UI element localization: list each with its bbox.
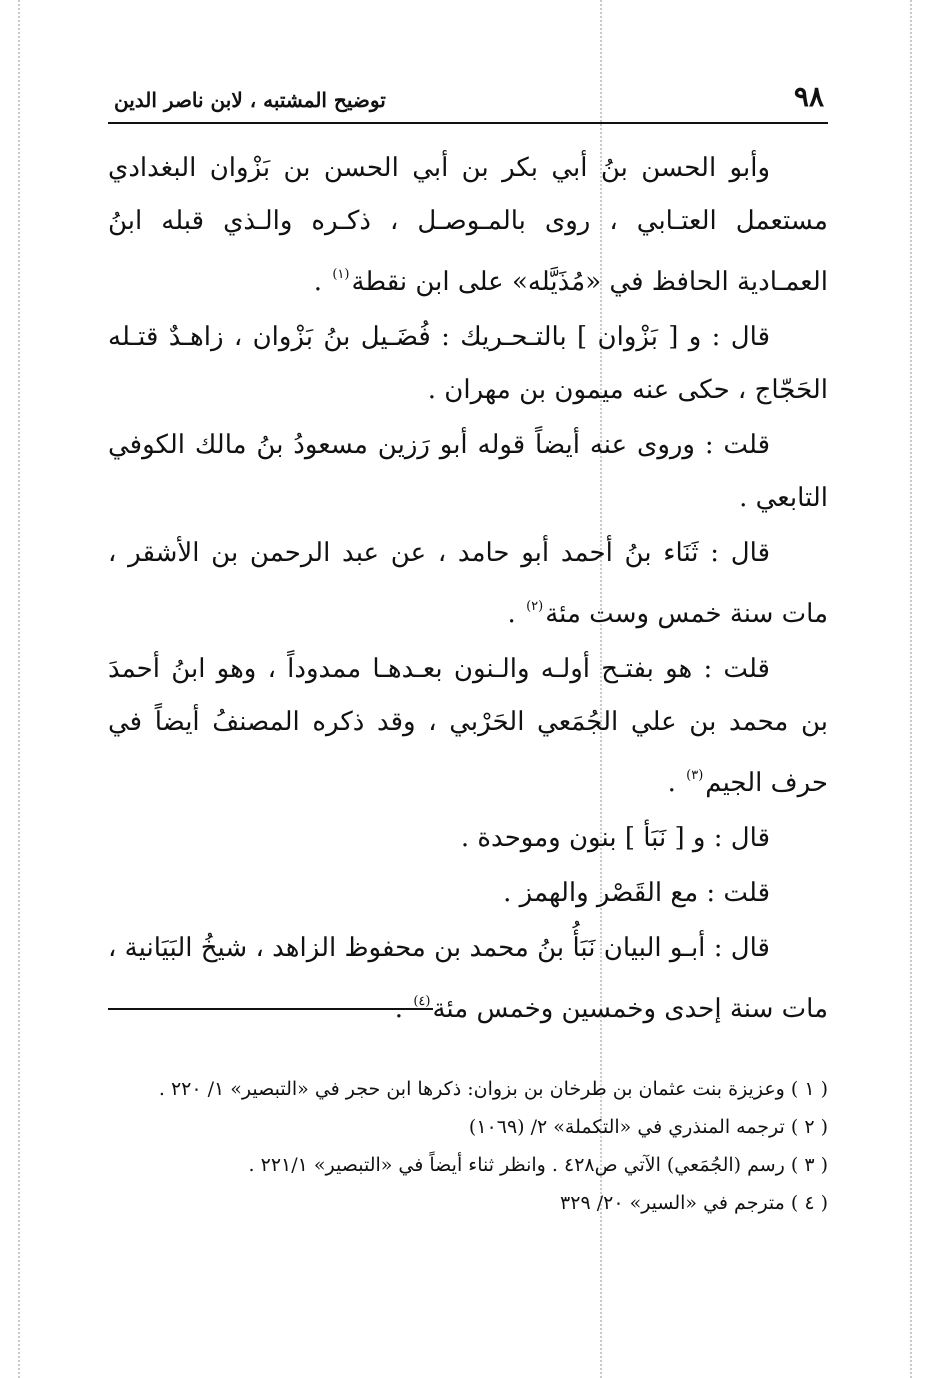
paragraph: قال : أبـو البيان نَبَأُ بنُ محمد بن محفوظ الزاهد ، شيخُ البَيَانية ، مات سنة إحدى وخمسين وخمس مئة$^{(٤)}$ . xyxy=(108,933,828,1024)
header-rule xyxy=(108,122,828,124)
footnote: ( ٢ ) ترجمه المنذري في «التكملة» ٢/ (١٠٦٩) xyxy=(468,1116,828,1138)
page-header xyxy=(108,80,828,124)
running-title: توضيح المشتبه ، لابن ناصر الدين xyxy=(114,88,386,112)
footnote-marker: (١) xyxy=(332,267,350,282)
main-text xyxy=(108,142,828,1038)
scan-dotted-line xyxy=(910,0,912,1378)
paragraph: قال : و [ نَبَأ ] بنون وموحدة . xyxy=(460,823,770,853)
book-page xyxy=(108,60,828,1360)
paragraph: قلت : وروى عنه أيضاً قوله أبو رَزين مسعودُ بنُ مالك الكوفي التابعي . xyxy=(108,430,828,513)
page-number: ٩٨ xyxy=(793,80,824,113)
paragraph: قلت : هو بفتـح أولـه والـنون بعـدهـا ممدوداً ، وهو ابنُ أحمدَ بن محمد بن علي الجُمَعي الحَرْبي ، وقد ذكره المصنفُ أيضاً في حرف الجيم$^{(٣)}$ . xyxy=(108,654,828,798)
paragraph: قال : ثَنَاء بنُ أحمد أبو حامد ، عن عبد الرحمن بن الأشقر ، مات سنة خمس وست مئة$^{(٢)}$ . xyxy=(108,538,828,629)
scan-dotted-line xyxy=(18,0,20,1378)
paragraph: قال : و [ بَزْوان ] بالتـحـريك : فُضَـيل بنُ بَزْوان ، زاهـدٌ قتـله الحَجّاج ، حكى عنه ميمون بن مهران . xyxy=(108,322,828,405)
footnote: ( ١ ) وعزيزة بنت عثمان بن طرخان بن بزوان: ذكرها ابن حجر في «التبصير» ١/ ٢٢٠ . xyxy=(158,1078,828,1100)
footnote: ( ٣ ) رسم (الجُمَعي) الآتي ص٤٢٨ . وانظر ثناء أيضاً في «التبصير» ٢٢١/١ . xyxy=(248,1154,828,1176)
footnote-marker: (٣) xyxy=(686,768,704,783)
footnote-marker: (٤) xyxy=(413,994,431,1009)
footnote: ( ٤ ) مترجم في «السير» ٢٠/ ٣٢٩ xyxy=(560,1192,828,1214)
footnote-separator xyxy=(108,1008,433,1010)
footnotes xyxy=(108,1070,828,1222)
paragraph: قلت : مع القَصْر والهمز . xyxy=(503,878,770,908)
footnote-marker: (٢) xyxy=(526,599,544,614)
paragraph: وأبو الحسن بنُ أبي بكر بن أبي الحسن بن بَزْوان البغدادي مستعمل العتـابي ، روى بالمـوصـل ، ذكـره والـذي قبله ابنُ العمـادية الحافظ في «مُذَيَّله» على ابن نقطة$^{(١)}$ . xyxy=(108,153,828,297)
